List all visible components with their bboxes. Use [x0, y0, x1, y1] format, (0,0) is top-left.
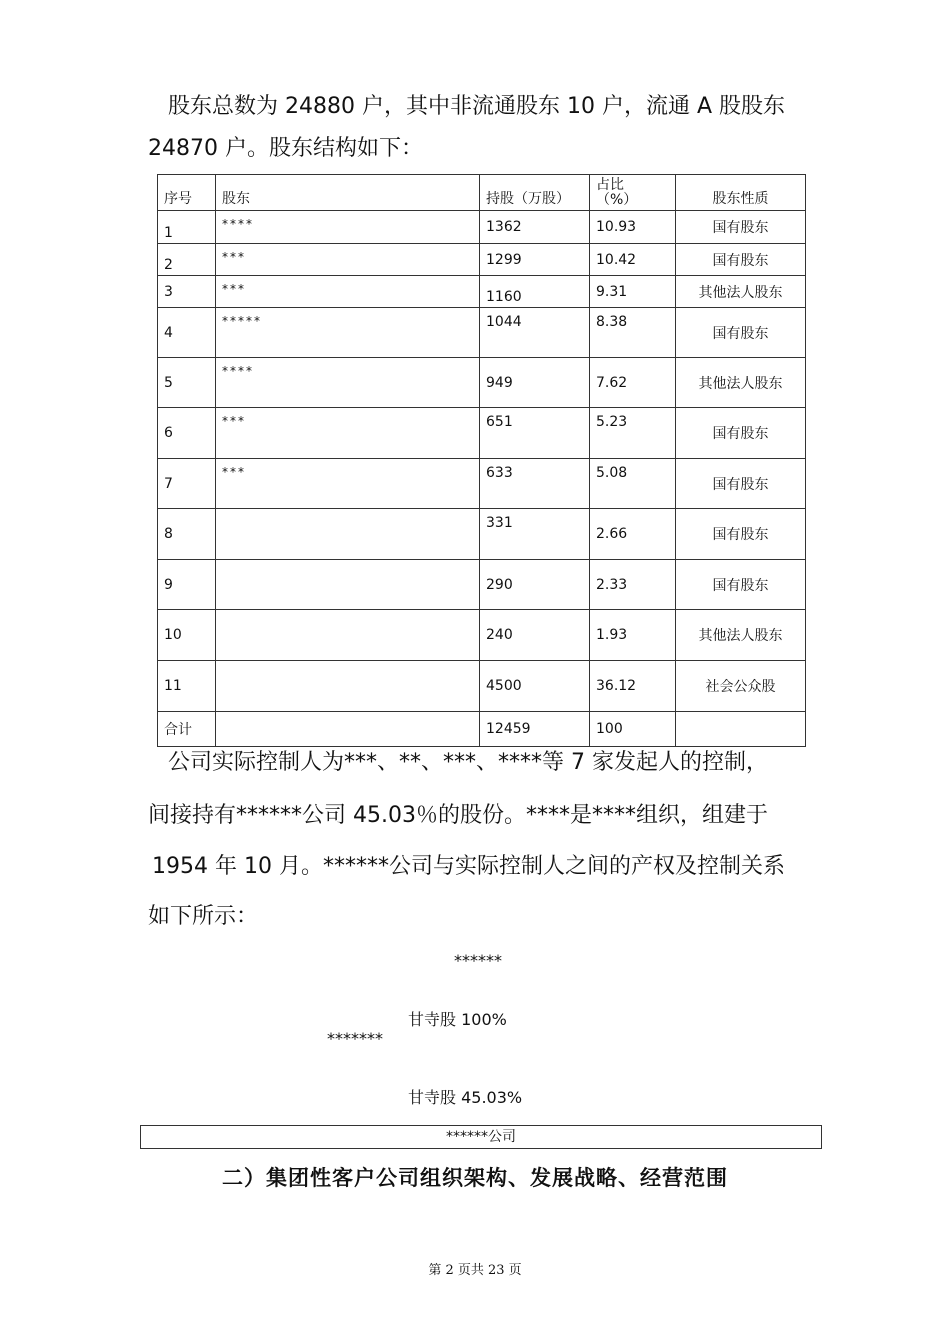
- cell-seq: 7: [158, 459, 216, 509]
- cell-holder: [216, 509, 480, 560]
- cell-seq: 1: [158, 211, 216, 244]
- cell-ratio: 9.31: [590, 276, 676, 308]
- cell-nature: 社会公众股: [676, 661, 806, 712]
- shareholder-table: [157, 174, 806, 747]
- cell-shares: 1299: [480, 244, 590, 276]
- control-line-2: 间接持有******公司 45.03％的股份。****是****组织，组建于: [148, 803, 768, 828]
- header-nature: 股东性质: [676, 175, 806, 211]
- cell-ratio: 8.38: [590, 308, 676, 358]
- cell-ratio: 10.42: [590, 244, 676, 276]
- total-shares: 12459: [480, 712, 590, 747]
- table-row: [158, 459, 806, 509]
- cell-seq: 4: [158, 308, 216, 358]
- cell-shares: 240: [480, 610, 590, 661]
- cell-ratio: 1.93: [590, 610, 676, 661]
- diagram-mid-stake: 甘寺股 45.03%: [408, 1088, 523, 1107]
- cell-nature: 国有股东: [676, 459, 806, 509]
- control-line-3: 1954 年 10 月。******公司与实际控制人之间的产权及控制关系: [152, 854, 785, 879]
- table-row: [158, 610, 806, 661]
- table-row: [158, 661, 806, 712]
- cell-seq: 5: [158, 358, 216, 408]
- cell-nature: 国有股东: [676, 560, 806, 610]
- cell-ratio: 2.66: [590, 509, 676, 560]
- total-ratio: 100: [590, 712, 676, 747]
- header-holder: 股东: [216, 175, 480, 211]
- diagram-top-entity: ******: [454, 951, 502, 970]
- cell-shares: 1044: [480, 308, 590, 358]
- cell-holder: [216, 560, 480, 610]
- table-row: [158, 244, 806, 276]
- cell-holder: [216, 610, 480, 661]
- cell-holder: ***: [216, 244, 480, 276]
- total-label: 合计: [158, 712, 216, 747]
- page-footer: 第 2 页共 23 页: [428, 1263, 522, 1278]
- cell-seq: 2: [158, 244, 216, 276]
- diagram-top-stake: 甘寺股 100%: [408, 1010, 507, 1029]
- cell-holder: ****: [216, 358, 480, 408]
- cell-shares: 1160: [480, 276, 590, 308]
- total-holder: [216, 712, 480, 747]
- cell-shares: 4500: [480, 661, 590, 712]
- cell-ratio: 2.33: [590, 560, 676, 610]
- table-row: [158, 509, 806, 560]
- cell-shares: 1362: [480, 211, 590, 244]
- diagram-company-box: ******公司: [140, 1125, 822, 1149]
- cell-nature: 国有股东: [676, 244, 806, 276]
- header-shares: 持股（万股）: [480, 175, 590, 211]
- cell-holder: ****: [216, 211, 480, 244]
- intro-line-2: 24870 户。股东结构如下：: [148, 136, 423, 161]
- table-row: [158, 358, 806, 408]
- cell-holder: ***: [216, 276, 480, 308]
- cell-shares: 651: [480, 408, 590, 459]
- cell-shares: 633: [480, 459, 590, 509]
- table-total-row: [158, 712, 806, 747]
- table-row: [158, 211, 806, 244]
- intro-line-1: 股东总数为 24880 户，其中非流通股东 10 户，流通 A 股股东: [168, 94, 785, 119]
- table-row: [158, 308, 806, 358]
- total-nature: [676, 712, 806, 747]
- table-row: [158, 560, 806, 610]
- cell-holder: ***: [216, 459, 480, 509]
- control-line-4: 如下所示：: [148, 904, 259, 929]
- cell-ratio: 5.08: [590, 459, 676, 509]
- cell-seq: 9: [158, 560, 216, 610]
- header-ratio-line-2: （%）: [596, 192, 638, 208]
- section-title: 二）集团性客户公司组织架构、发展战略、经营范围: [222, 1166, 728, 1190]
- header-ratio-line-1: 占比: [596, 177, 624, 193]
- cell-nature: 国有股东: [676, 211, 806, 244]
- cell-ratio: 5.23: [590, 408, 676, 459]
- control-line-1: 公司实际控制人为***、**、***、****等 7 家发起人的控制，: [168, 750, 768, 775]
- header-ratio: [590, 175, 676, 211]
- header-seq: 序号: [158, 175, 216, 211]
- cell-holder: *****: [216, 308, 480, 358]
- cell-shares: 331: [480, 509, 590, 560]
- cell-nature: 国有股东: [676, 509, 806, 560]
- cell-ratio: 7.62: [590, 358, 676, 408]
- cell-ratio: 10.93: [590, 211, 676, 244]
- cell-nature: 其他法人股东: [676, 276, 806, 308]
- cell-seq: 3: [158, 276, 216, 308]
- table-row: [158, 276, 806, 308]
- cell-nature: 其他法人股东: [676, 610, 806, 661]
- cell-seq: 6: [158, 408, 216, 459]
- cell-seq: 11: [158, 661, 216, 712]
- cell-holder: ***: [216, 408, 480, 459]
- cell-seq: 8: [158, 509, 216, 560]
- cell-nature: 国有股东: [676, 408, 806, 459]
- table-header-row: [158, 175, 806, 211]
- diagram-mid-entity: *******: [327, 1029, 383, 1048]
- table-row: [158, 408, 806, 459]
- cell-shares: 949: [480, 358, 590, 408]
- cell-seq: 10: [158, 610, 216, 661]
- cell-holder: [216, 661, 480, 712]
- cell-nature: 国有股东: [676, 308, 806, 358]
- cell-shares: 290: [480, 560, 590, 610]
- cell-nature: 其他法人股东: [676, 358, 806, 408]
- cell-ratio: 36.12: [590, 661, 676, 712]
